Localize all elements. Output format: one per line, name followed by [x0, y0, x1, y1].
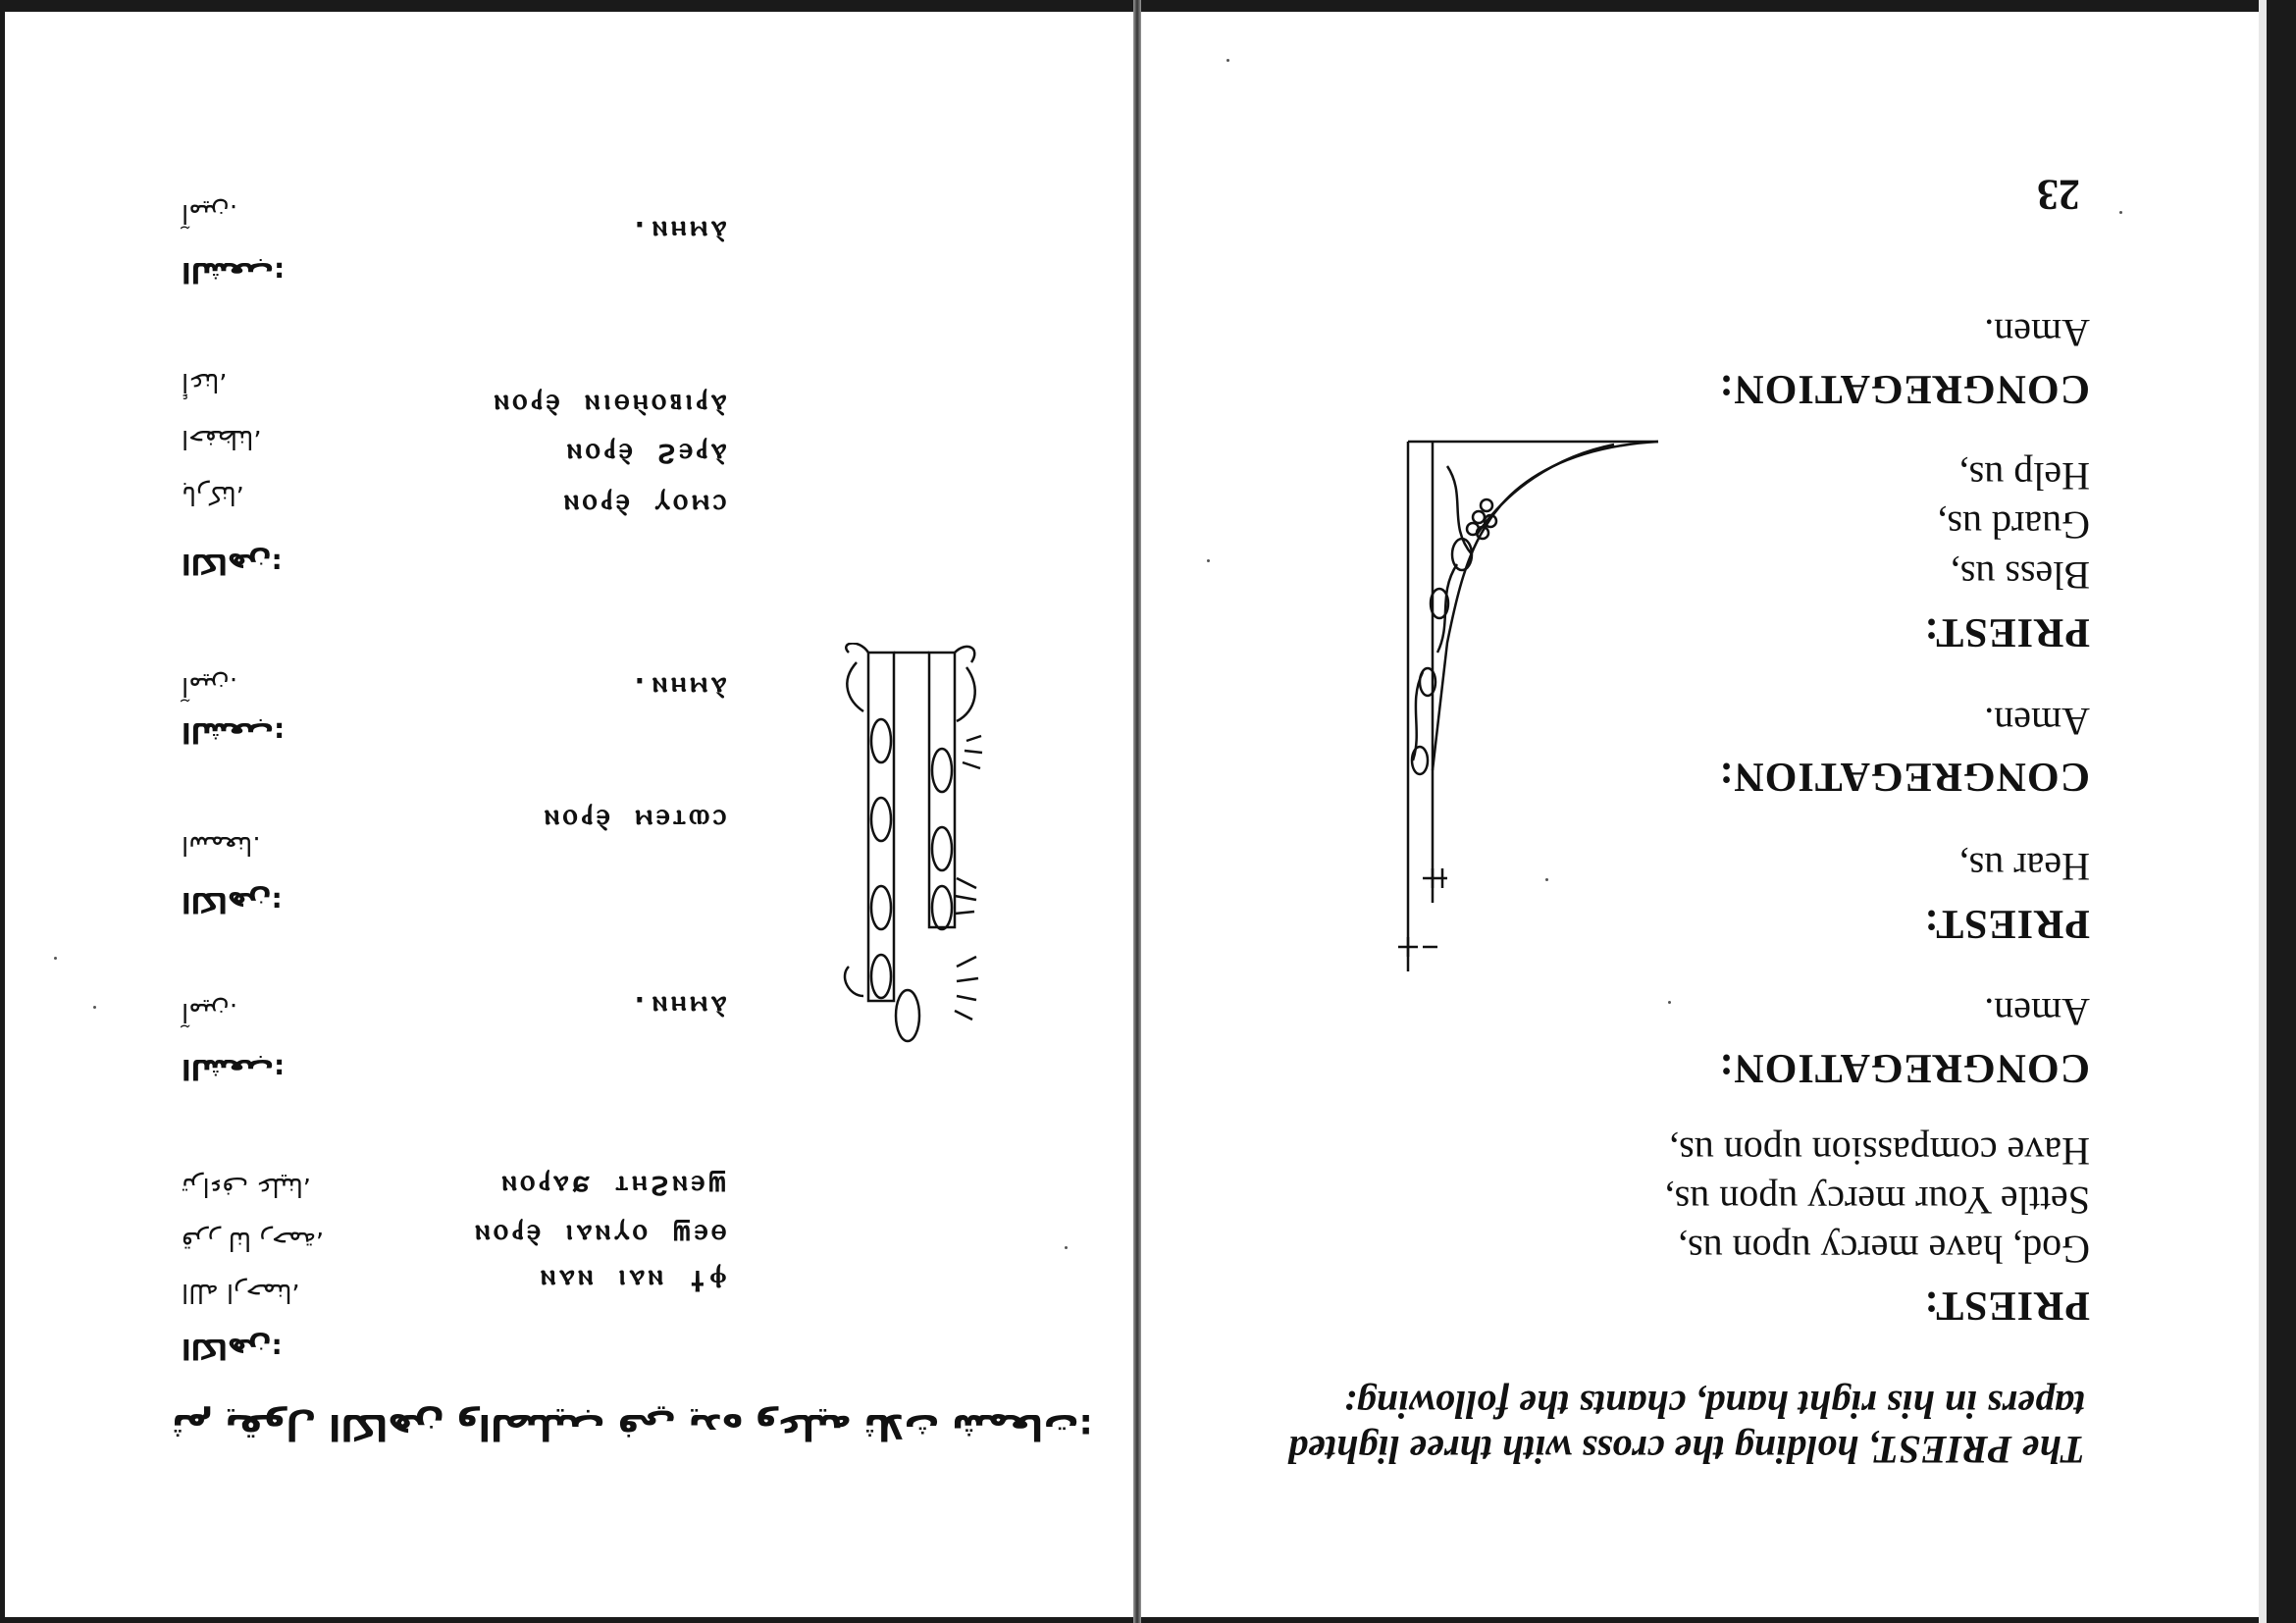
prayer-line: Have compassion upon us,: [1669, 1129, 2090, 1174]
arabic-speaker: الكاهن:: [182, 886, 283, 918]
prayer-line: Guard us,: [1937, 503, 2090, 548]
coptic-line: ⲁ̀ⲣⲉϩ ⲉ̀ⲣⲟⲛ: [562, 437, 726, 471]
arabic-line: آمين.: [182, 671, 238, 701]
scan-edge-top: [0, 0, 2296, 12]
ornamental-initial-letter: [809, 643, 986, 1114]
scan-edge-bottom: [0, 1617, 2296, 1623]
coptic-line: ⲑⲉϣ ⲟⲩⲛⲁⲓ ⲉ̀ⲣⲟⲛ: [471, 1218, 726, 1252]
arabic-speaker: الشعب:: [182, 256, 286, 288]
arabic-line: الله ارحمنا،: [182, 1278, 300, 1307]
scan-edge-left: [0, 0, 5, 1623]
prayer-line: Hear us,: [1958, 845, 2090, 889]
speaker-label: CONGREGATION:: [1718, 1045, 2090, 1090]
coptic-line: ⲫϯ ⲛⲁⲓ ⲛⲁⲛ: [537, 1263, 726, 1297]
coptic-line: ⲥⲙⲟⲩ ⲉ̀ⲣⲟⲛ: [559, 488, 726, 522]
prayer-line: Help us,: [1958, 454, 2090, 498]
coptic-line: ϣⲉⲛϩⲏⲧ ϧⲁⲣⲟⲛ: [497, 1169, 726, 1203]
page-number: 23: [2037, 171, 2080, 219]
arabic-line: تراءف علينا،: [182, 1172, 312, 1201]
speaker-label: PRIEST:: [1923, 901, 2090, 946]
coptic-line: ⲁ̀ⲣⲓⲃⲟⲏ̀ⲑⲓⲛ ⲉ̀ⲣⲟⲛ: [490, 388, 726, 422]
scan-speck: [1207, 559, 1210, 562]
arabic-speaker: الكاهن:: [182, 548, 283, 580]
scan-speck: [1668, 1001, 1671, 1004]
page-edge-right: [2259, 0, 2267, 1623]
scan-speck: [1226, 59, 1229, 62]
scan-speck: [54, 957, 57, 960]
coptic-line: ⲥⲱⲧⲉⲙ ⲉ̀ⲣⲟⲛ: [540, 803, 726, 837]
prayer-line: Amen.: [1984, 700, 2090, 744]
arabic-rubric: ثم يقول الكاهن والصليب في يده وعليه ثلاث شمعات:: [172, 1406, 1093, 1446]
arabic-line: باركنا،: [182, 480, 245, 509]
arabic-speaker: الشعب:: [182, 716, 286, 749]
scan-speck: [1545, 878, 1548, 881]
prayer-line: Amen.: [1984, 311, 2090, 355]
arabic-line: آمين.: [182, 198, 238, 228]
scan-speck: [1065, 1246, 1068, 1249]
book-gutter: [1133, 0, 1141, 1623]
speaker-label: PRIEST:: [1923, 1283, 2090, 1328]
coptic-line: ⲁ̀ⲙⲏⲛ.: [626, 214, 726, 248]
coptic-line: ⲁ̀ⲙⲏⲛ.: [626, 989, 726, 1023]
coptic-line: ⲁ̀ⲙⲏⲛ.: [626, 670, 726, 705]
arabic-speaker: الشعب:: [182, 1053, 286, 1085]
arabic-line: اسمعنا.: [182, 830, 261, 860]
prayer-line: Amen.: [1984, 990, 2090, 1034]
speaker-label: CONGREGATION:: [1718, 366, 2090, 411]
prayer-line: Settle Your mercy upon us,: [1664, 1178, 2090, 1223]
arabic-speaker: الكاهن:: [182, 1333, 283, 1365]
scan-edge-right: [2267, 0, 2296, 1623]
vine-corner-ornament: [1379, 437, 1663, 981]
prayer-line: God, have mercy upon us,: [1678, 1228, 2090, 1272]
scan-speck: [93, 1006, 96, 1009]
arabic-line: أعنا،: [182, 367, 228, 396]
intro-rubric: The PRIEST, holding the cross with three lighted tapers in his right hand, chants the following:: [1287, 1383, 2085, 1472]
arabic-line: آمين.: [182, 997, 238, 1026]
scan-speck: [2119, 211, 2122, 214]
prayer-line: Bless us,: [1950, 553, 2090, 598]
speaker-label: PRIEST:: [1923, 609, 2090, 654]
arabic-line: احفظنا،: [182, 424, 262, 453]
speaker-label: CONGREGATION:: [1718, 754, 2090, 799]
arabic-line: قرر لنا رحمة،: [182, 1226, 325, 1255]
